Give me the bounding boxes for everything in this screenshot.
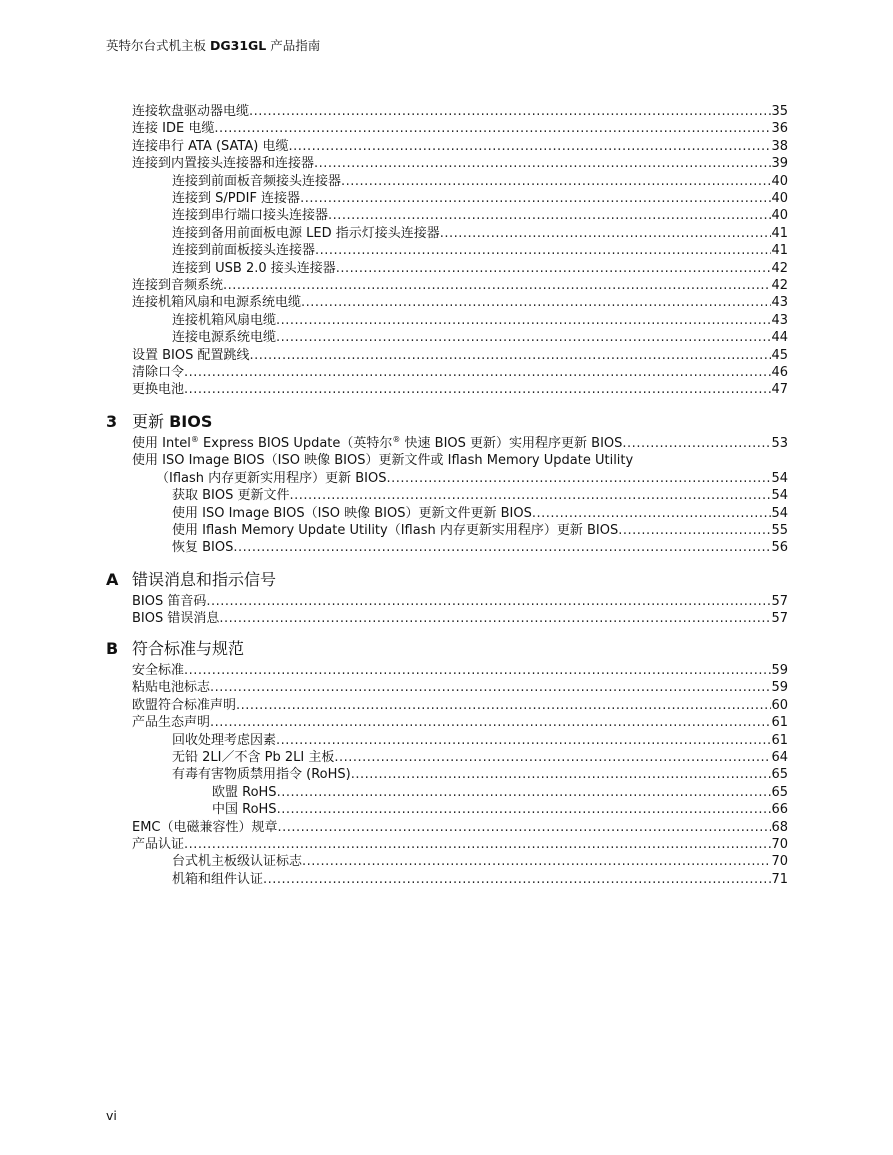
toc-entry[interactable] xyxy=(132,138,788,156)
toc-leader-dots xyxy=(288,138,771,156)
toc-entry-page: 70 xyxy=(771,837,788,852)
toc-leader-dots xyxy=(341,173,771,191)
toc-entry-page: 60 xyxy=(771,697,788,713)
toc-entry-page: 55 xyxy=(771,523,788,538)
toc-entry-title: 连接 IDE 电缆 xyxy=(132,121,215,137)
toc-leader-dots xyxy=(184,381,771,399)
toc-leader-dots xyxy=(233,539,771,557)
toc-entry-title: 无铅 2LI／不含 Pb 2LI 主板 xyxy=(172,750,335,765)
toc-entry-page: 46 xyxy=(771,365,788,380)
toc-leader-dots xyxy=(223,277,771,295)
toc-entry[interactable] xyxy=(172,522,788,540)
chapter-number: A xyxy=(106,570,119,589)
chapter-title: 更新 BIOS xyxy=(132,412,213,431)
toc-leader-dots xyxy=(277,801,772,819)
toc-entry-page: 42 xyxy=(771,278,788,293)
toc-entry[interactable] xyxy=(132,155,788,173)
toc-leader-dots xyxy=(315,242,771,260)
toc-entry[interactable] xyxy=(132,679,788,697)
toc-leader-dots xyxy=(622,435,771,453)
toc-entry-title: 连接到串行端口接头连接器 xyxy=(172,208,329,224)
toc-entry-title: 连接到音频系统 xyxy=(132,278,224,293)
toc-entry[interactable] xyxy=(172,505,788,523)
toc-leader-dots xyxy=(210,679,771,697)
toc-entry-page: 42 xyxy=(771,260,788,276)
toc-entry-title: BIOS 笛音码 xyxy=(132,594,207,609)
toc-entry-title: 台式机主板级认证标志 xyxy=(172,854,303,870)
toc-leader-dots xyxy=(290,487,772,505)
toc-entry[interactable] xyxy=(172,173,788,191)
toc-entry[interactable] xyxy=(132,435,788,453)
toc-leader-dots xyxy=(276,329,771,347)
toc-entry[interactable] xyxy=(132,610,788,628)
toc-entry-title: 机箱和组件认证 xyxy=(172,871,264,887)
toc-entry[interactable] xyxy=(172,871,788,889)
toc-entry-title: 使用 ISO Image BIOS（ISO 映像 BIOS）更新文件更新 BIOS xyxy=(172,505,532,521)
toc-leader-dots xyxy=(206,593,771,611)
header-model: DG31GL xyxy=(210,38,267,53)
toc-entry[interactable] xyxy=(132,364,788,382)
toc-entry[interactable] xyxy=(132,103,788,121)
toc-leader-dots xyxy=(301,294,771,312)
toc-entry-page: 54 xyxy=(771,470,788,486)
toc-leader-dots xyxy=(532,505,772,523)
toc-entry-title: 连接到内置接头连接器和连接器 xyxy=(132,156,315,172)
toc-leader-dots xyxy=(314,155,771,173)
toc-entry-title: 连接到前面板音频接头连接器 xyxy=(172,173,342,189)
toc-leader-dots xyxy=(328,207,771,225)
toc-entry-title: 欧盟 RoHS xyxy=(212,784,277,800)
toc-leader-dots xyxy=(440,225,772,243)
toc-entry[interactable] xyxy=(132,593,788,611)
toc-entry[interactable] xyxy=(172,329,788,347)
toc-entry-page: 43 xyxy=(771,295,788,311)
toc-leader-dots xyxy=(336,260,772,278)
toc-leader-dots xyxy=(334,749,771,767)
toc-leader-dots xyxy=(351,766,772,784)
chapter-title: 错误消息和指示信号 xyxy=(132,570,277,589)
toc-entry-page: 47 xyxy=(771,382,788,398)
toc-entry-title: 更换电池 xyxy=(132,382,185,398)
toc-entry[interactable] xyxy=(172,766,788,784)
toc-leader-dots xyxy=(302,853,771,871)
toc-entry[interactable] xyxy=(132,120,788,138)
toc-entry-title: 连接到 S/PDIF 连接器 xyxy=(172,191,301,206)
page-header xyxy=(106,36,320,54)
toc-entry-page: 54 xyxy=(771,505,788,521)
toc-entry-page: 70 xyxy=(771,854,788,870)
toc-entry-page: 59 xyxy=(771,680,788,696)
toc-entry-title: 连接到前面板接头连接器 xyxy=(172,243,316,259)
toc-entry[interactable] xyxy=(132,819,788,837)
toc-leader-dots xyxy=(210,714,771,732)
page-number: vi xyxy=(106,1108,117,1123)
toc-entry-title: 产品生态声明 xyxy=(132,715,211,731)
toc-entry[interactable] xyxy=(132,697,788,715)
toc-entry-title: 使用 Intel® Express BIOS Update（英特尔® 快速 BIOS 更新）实用程序更新 BIOS xyxy=(132,435,623,451)
toc-entry[interactable] xyxy=(132,277,788,295)
chapter-number: B xyxy=(106,639,119,658)
toc-entry-page: 41 xyxy=(771,243,788,259)
toc-leader-dots xyxy=(263,871,771,889)
toc-leader-dots xyxy=(387,470,772,488)
toc-entry-title: 连接软盘驱动器电缆 xyxy=(132,104,250,119)
toc-entry-title: 连接机箱风扇和电源系统电缆 xyxy=(132,295,302,311)
toc-entry-title: 清除口令 xyxy=(132,365,185,380)
toc-entry-page: 66 xyxy=(771,802,788,818)
toc-leader-dots xyxy=(249,103,771,121)
toc-entry[interactable] xyxy=(132,381,788,399)
toc-entry-page: 65 xyxy=(771,767,788,783)
toc-entry-page: 56 xyxy=(771,540,788,556)
toc-entry-title: 连接串行 ATA (SATA) 电缆 xyxy=(132,138,289,154)
toc-leader-dots xyxy=(184,662,771,680)
toc-entry-page: 68 xyxy=(771,819,788,835)
toc-entry-title: 粘贴电池标志 xyxy=(132,680,211,696)
toc-entry-page: 53 xyxy=(771,436,788,451)
toc-entry-page: 40 xyxy=(771,191,788,206)
chapter-title: 符合标准与规范 xyxy=(132,639,245,658)
toc-entry-page: 61 xyxy=(771,732,788,748)
toc-entry[interactable] xyxy=(172,749,788,767)
toc-entry-page: 64 xyxy=(771,750,788,765)
toc-entry-title: 设置 BIOS 配置跳线 xyxy=(132,347,250,363)
toc-entry-title: 连接到 USB 2.0 接头连接器 xyxy=(172,260,336,276)
toc-entry-page: 41 xyxy=(771,225,788,241)
toc-entry-page: 43 xyxy=(771,312,788,328)
toc-entry[interactable] xyxy=(156,470,788,488)
toc-leader-dots xyxy=(184,364,771,382)
toc-entry-title: 连接机箱风扇电缆 xyxy=(172,312,277,328)
toc-entry[interactable] xyxy=(132,294,788,312)
toc-entry-page: 40 xyxy=(771,173,788,189)
toc-entry-page: 45 xyxy=(771,347,788,363)
toc-entry-title: （Iflash 内存更新实用程序）更新 BIOS xyxy=(156,470,387,486)
toc-entry-page: 39 xyxy=(771,156,788,172)
toc-entry[interactable] xyxy=(172,732,788,750)
toc-leader-dots xyxy=(278,819,772,837)
toc-entry[interactable] xyxy=(212,784,788,802)
toc-leader-dots xyxy=(300,190,771,208)
toc-leader-dots xyxy=(219,610,771,628)
toc-entry[interactable] xyxy=(172,190,788,208)
toc-entry[interactable] xyxy=(132,836,788,854)
toc-entry-title: 连接电源系统电缆 xyxy=(172,330,277,346)
toc-entry[interactable] xyxy=(172,487,788,505)
toc-entry[interactable] xyxy=(172,260,788,278)
toc-entry-title: 安全标准 xyxy=(132,663,185,678)
toc-entry-title: 连接到备用前面板电源 LED 指示灯接头连接器 xyxy=(172,225,440,241)
toc-entry[interactable] xyxy=(172,312,788,330)
toc-entry-page: 59 xyxy=(771,663,788,678)
toc-entry-page: 40 xyxy=(771,208,788,224)
toc-entry[interactable] xyxy=(132,714,788,732)
toc-entry[interactable] xyxy=(172,242,788,260)
chapter-number: 3 xyxy=(106,412,118,431)
toc-entry-page: 57 xyxy=(771,611,788,627)
toc-leader-dots xyxy=(184,836,771,854)
toc-entry-title: 恢复 BIOS xyxy=(172,540,234,556)
toc-entry[interactable] xyxy=(172,207,788,225)
toc-entry-title: 产品认证 xyxy=(132,837,185,852)
toc-entry-page: 35 xyxy=(771,104,788,119)
toc-entry-title: BIOS 错误消息 xyxy=(132,611,220,627)
header-prefix: 英特尔台式机主板 xyxy=(106,38,207,53)
toc-entry-page: 57 xyxy=(771,594,788,609)
toc-entry[interactable] xyxy=(172,539,788,557)
toc-leader-dots xyxy=(236,697,771,715)
toc-entry[interactable] xyxy=(212,801,788,819)
toc-entry-page: 44 xyxy=(771,330,788,346)
toc-entry-title: 获取 BIOS 更新文件 xyxy=(172,488,290,504)
toc-entry-page: 71 xyxy=(771,871,788,887)
toc-entry-title: 欧盟符合标准声明 xyxy=(132,697,237,713)
toc-leader-dots xyxy=(250,347,772,365)
toc-entry-title: 回收处理考虑因素 xyxy=(172,732,277,748)
toc-entry-title: 有毒有害物质禁用指令 (RoHS) xyxy=(172,767,351,783)
toc-entry[interactable] xyxy=(172,853,788,871)
toc-entry-page: 38 xyxy=(771,138,788,154)
toc-entry-title: EMC（电磁兼容性）规章 xyxy=(132,819,278,835)
toc-leader-dots xyxy=(277,784,772,802)
toc-entry-page: 36 xyxy=(771,121,788,137)
toc-entry-page: 65 xyxy=(771,784,788,800)
toc-entry-page: 61 xyxy=(771,715,788,731)
toc-entry[interactable] xyxy=(172,225,788,243)
toc-entry[interactable] xyxy=(132,347,788,365)
toc-leader-dots xyxy=(618,522,771,540)
toc-entry[interactable] xyxy=(132,662,788,680)
toc-entry-title: 中国 RoHS xyxy=(212,802,277,818)
toc-leader-dots xyxy=(276,732,771,750)
header-suffix: 产品指南 xyxy=(270,38,321,53)
toc-entry-page: 54 xyxy=(771,488,788,504)
toc-leader-dots xyxy=(276,312,771,330)
toc-entry-title-line1[interactable]: 使用 ISO Image BIOS（ISO 映像 BIOS）更新文件或 Iflash Memory Update Utility xyxy=(132,453,634,469)
toc-entry-title: 使用 Iflash Memory Update Utility（Iflash 内存更新实用程序）更新 BIOS xyxy=(172,523,619,538)
toc-leader-dots xyxy=(214,120,771,138)
